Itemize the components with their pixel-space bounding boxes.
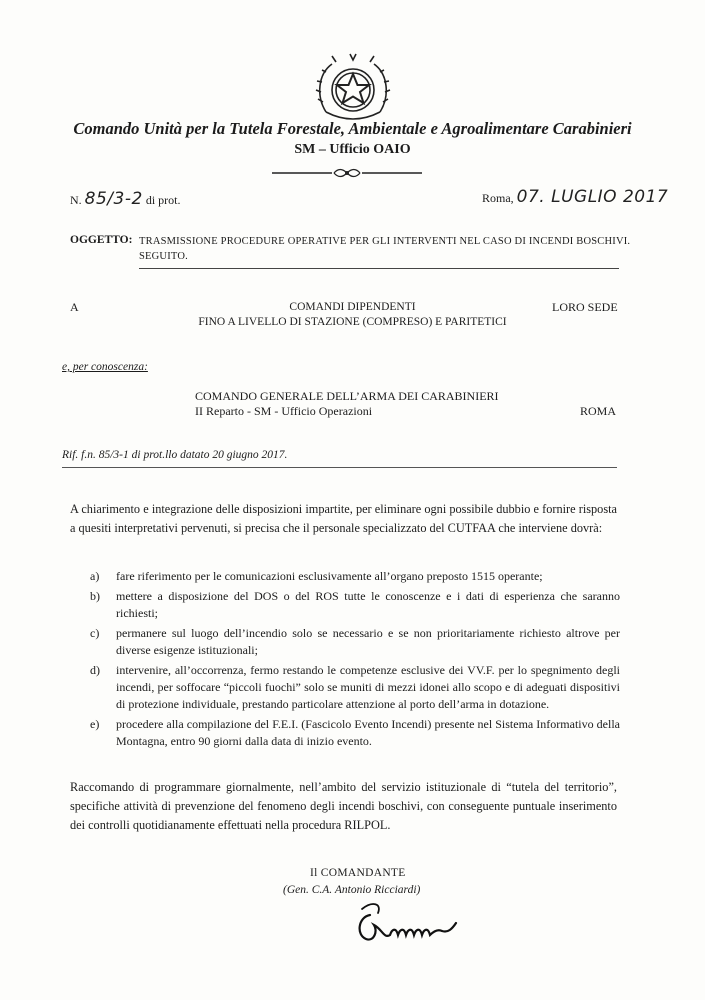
subject-text: TRASMISSIONE PROCEDURE OPERATIVE PER GLI INTERVENTI NEL CASO DI INCENDI BOSCHIVI. SEGUITO.: [139, 236, 631, 262]
office-subtitle: SM – Ufficio OAIO: [294, 142, 411, 157]
cc-org-line-2: II Reparto - SM - Ufficio Operazioni: [195, 404, 373, 418]
recipient-line-1: COMANDI DIPENDENTI: [289, 301, 416, 313]
cc-label: e, per conoscenza:: [62, 361, 148, 373]
signer-name: (Gen. C.A. Antonio Ricciardi): [283, 884, 421, 896]
divider-ornament: [272, 163, 422, 183]
protocol-handwritten-number: 85/3-2: [84, 189, 143, 209]
office-title: Comando Unità per la Tutela Forestale, Ambientale e Agroalimentare Carabinieri: [73, 119, 632, 138]
list-marker: d): [90, 663, 100, 677]
handwritten-signature-icon: [352, 895, 462, 950]
list-item: [90, 662, 620, 713]
reference-divider: [62, 467, 617, 468]
closing-paragraph: Raccomando di programmare giornalmente, nell’ambito del servizio istituzionale di “tutela del territorio”, specifiche attività di prevenzione del fenomeno degli incendi boschivi, con conseguente puntuale inserimento dei controlli quotidianamente effettuati nella procedura RILPOL.: [70, 780, 617, 832]
list-item: [90, 588, 620, 622]
protocol-number: [70, 189, 180, 209]
list-item: [90, 716, 620, 750]
list-item-text: procedere alla compilazione del F.E.I. (Fascicolo Evento Incendi) presente nel Sistema Informativo della Montagna, entro 90 giorni dalla data di inizio evento.: [116, 717, 620, 748]
signer-title: Il COMANDANTE: [310, 867, 406, 879]
italian-republic-emblem-icon: [312, 52, 394, 124]
list-item: [90, 625, 620, 659]
protocol-suffix: di prot.: [145, 193, 181, 207]
cc-org-line-1: COMANDO GENERALE DELL’ARMA DEI CARABINIERI: [195, 389, 499, 403]
list-item-text: mettere a disposizione del DOS o del ROS tutte le conoscenze e i dati di esperienza che saranno richiesti;: [116, 589, 620, 620]
list-marker: e): [90, 717, 100, 731]
reference-line: Rif. f.n. 85/3-1 di prot.llo datato 20 giugno 2017.: [62, 449, 288, 461]
list-item-text: permanere sul luogo dell’incendio solo se necessario e se non prioritariamente richiesto altrove per diverse esigenze istituzionali;: [116, 626, 620, 657]
cc-organization: [195, 389, 499, 419]
cc-location: ROMA: [580, 404, 617, 418]
document-date: [482, 187, 668, 207]
list-item-text: fare riferimento per le comunicazioni esclusivamente all’organo preposto 1515 operante;: [116, 569, 543, 583]
subject-label: OGGETTO:: [70, 234, 133, 246]
recipient-label: A: [70, 300, 79, 314]
instructions-list: [90, 568, 620, 753]
list-marker: b): [90, 589, 100, 603]
intro-paragraph: A chiarimento e integrazione delle disposizioni impartite, per eliminare ogni possibile dubbio e fornire risposta a quesiti interpretativi pervenuti, si precisa che il personale specializzato del CUTFAA che interviene dovrà:: [70, 502, 617, 535]
recipient-line-2: FINO A LIVELLO DI STAZIONE (COMPRESO) E PARITETICI: [198, 316, 507, 328]
list-item-text: intervenire, all’occorrenza, fermo restando le competenze esclusive dei VV.F. per lo spegnimento degli incendi, per soffocare “piccoli fuochi” solo se muniti di mezzi idonei allo scopo e di adeguati dispositivi di protezione individuale, prestando particolare attenzione al porto dell’arma in dotazione.: [116, 663, 620, 711]
protocol-prefix: N.: [70, 193, 82, 207]
list-marker: c): [90, 626, 100, 640]
list-marker: a): [90, 569, 100, 583]
date-place: Roma,: [482, 191, 514, 205]
subject-divider: [139, 268, 619, 269]
recipient-location: LORO SEDE: [552, 300, 618, 314]
list-item: [90, 568, 620, 585]
date-handwritten-value: 07. LUGLIO 2017: [516, 187, 669, 207]
